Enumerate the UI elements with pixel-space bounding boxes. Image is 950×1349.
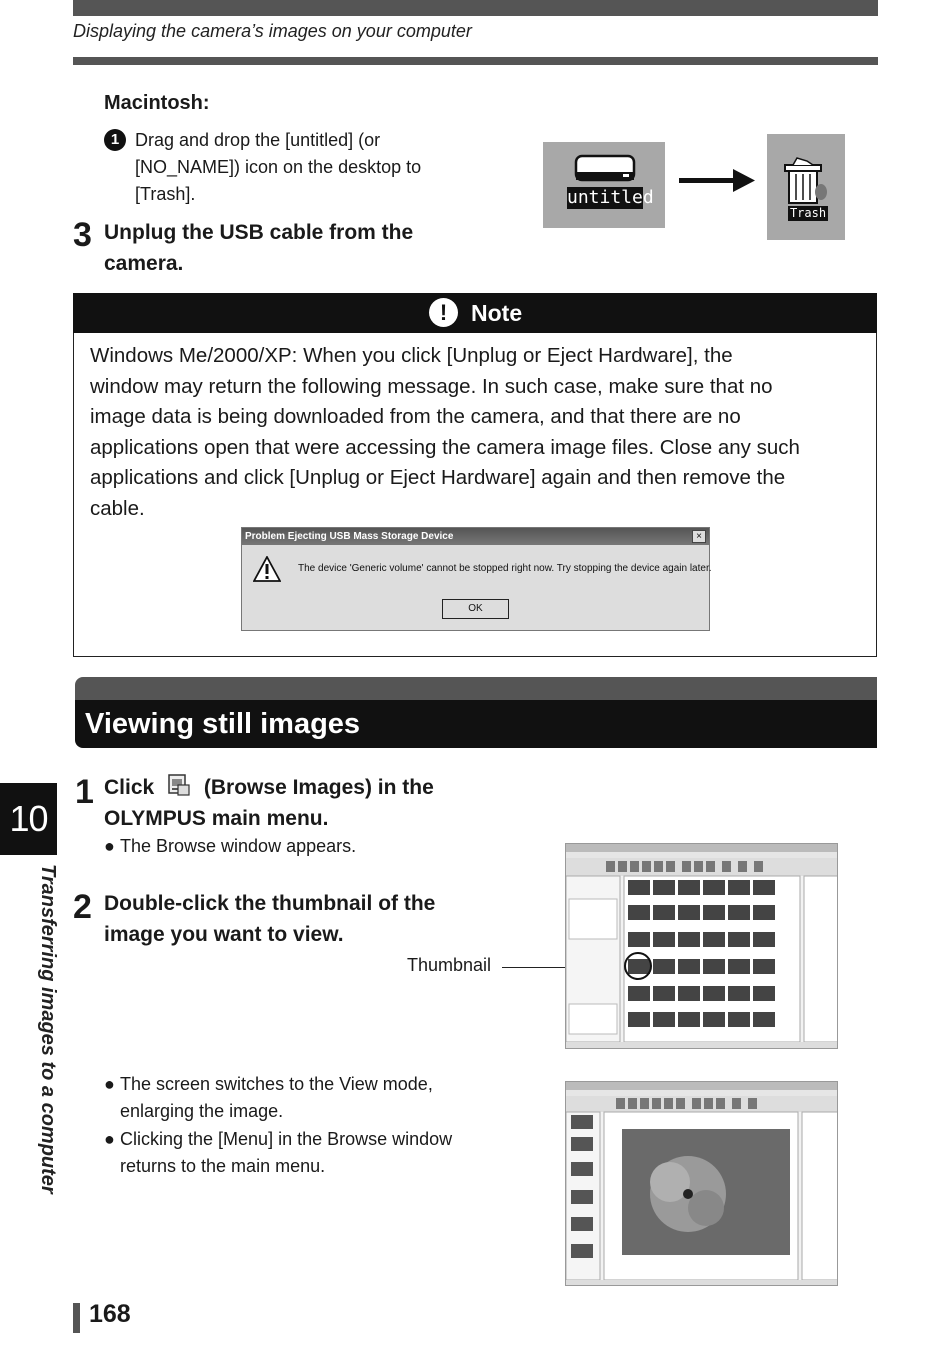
- view-mode-screenshot: [565, 1081, 838, 1286]
- bullet-item: ● The Browse window appears.: [104, 836, 357, 856]
- trash-screenshot: [767, 134, 845, 240]
- browse-window-image: [566, 844, 838, 1049]
- dialog-message: The device 'Generic volume' cannot be stopped right now. Try stopping the device again later.: [298, 563, 712, 574]
- step-text: [104, 217, 413, 279]
- note-text: [90, 341, 860, 524]
- text-line: Unplug the USB cable from the: [104, 221, 414, 244]
- text-line: Windows Me/2000/XP: When you click [Unplug or Eject Hardware], the: [90, 344, 733, 367]
- step-number: 2: [73, 888, 91, 926]
- text-line: (Browse Images) in the: [203, 776, 434, 799]
- close-icon[interactable]: ×: [692, 530, 706, 543]
- text-line: image you want to view.: [104, 923, 344, 946]
- warning-icon: [253, 556, 281, 582]
- view-mode-image: [566, 1082, 838, 1286]
- untitled-disk-screenshot: [543, 142, 665, 228]
- chapter-label: [33, 864, 63, 1226]
- arrow-right-icon: [679, 168, 755, 194]
- page-number-bar: [73, 1303, 80, 1333]
- text-line: OLYMPUS main menu.: [104, 807, 329, 830]
- text-line: Click: [104, 776, 155, 799]
- bullet-item: ● The screen switches to the View mode, enlarging the image.: [104, 1074, 433, 1121]
- trash-icon: [767, 134, 845, 240]
- browse-images-icon: [166, 773, 192, 797]
- bullet-item: ● Clicking the [Menu] in the Browse window returns to the main menu.: [104, 1129, 453, 1176]
- page-number: 168: [89, 1300, 131, 1328]
- section-title: Viewing still images: [85, 708, 361, 740]
- dialog-title: Problem Ejecting USB Mass Storage Device: [242, 528, 709, 545]
- text-line: window may return the following message. In such case, make sure that no: [90, 374, 773, 398]
- text-line: cable.: [90, 496, 145, 520]
- untitled-label: untitled: [567, 187, 654, 208]
- ok-button[interactable]: OK: [442, 599, 509, 619]
- thumbnail-callout: Thumbnail: [407, 955, 492, 975]
- text-line: camera.: [104, 252, 184, 275]
- exclamation-icon: !: [429, 298, 458, 327]
- running-title: Displaying the camera’s images on your computer: [73, 21, 472, 41]
- chapter-tab: 10: [0, 783, 57, 855]
- text-line: [NO_NAME]) icon on the desktop to: [135, 157, 422, 177]
- step-number: 3: [73, 216, 91, 254]
- text-line: Drag and drop the [untitled] (or: [135, 130, 381, 150]
- step-number: 1: [75, 773, 93, 811]
- trash-label: Trash: [789, 206, 827, 220]
- header-bar: [73, 0, 878, 16]
- browse-window-screenshot: [565, 843, 838, 1049]
- disk-icon: [543, 142, 665, 228]
- note-title: Note: [471, 300, 523, 326]
- text-line: Double-click the thumbnail of the: [104, 892, 436, 915]
- step-text: [104, 772, 484, 834]
- step-text: [104, 888, 435, 950]
- text-line: image data is being downloaded from the camera, and that there are no: [90, 405, 741, 428]
- text-line: [Trash].: [135, 184, 196, 204]
- step-marker: 1: [104, 129, 126, 151]
- macintosh-instructions: [135, 127, 465, 208]
- section-header-bar: [75, 677, 877, 701]
- macintosh-heading: Macintosh:: [104, 92, 210, 114]
- header-rule: [73, 57, 878, 65]
- text-line: applications open that were accessing the camera image files. Close any such: [90, 435, 800, 459]
- chapter-label-text: Transferring images to a computer: [37, 864, 59, 1194]
- text-line: applications and click [Unplug or Eject Hardware] again and then remove the: [90, 466, 786, 489]
